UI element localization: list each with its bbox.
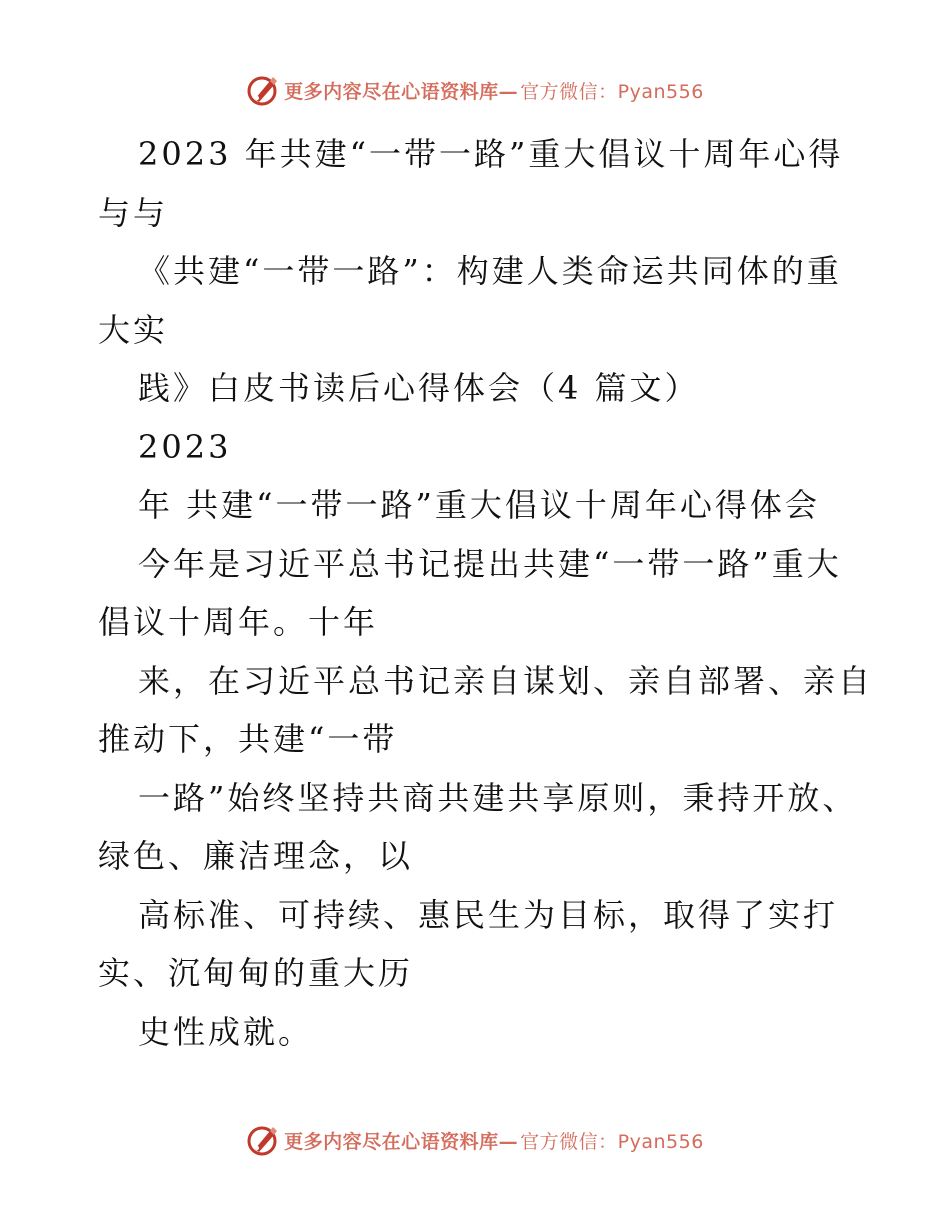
paragraph-line: 高标准、可持续、惠民生为目标，取得了实打: [138, 895, 839, 934]
footer-banner: [0, 1120, 950, 1160]
paragraph-line: 来，在习近平总书记亲自谋划、亲自部署、亲自: [138, 661, 874, 700]
title-line-2: 与与: [98, 193, 169, 232]
subtitle-line-1: 2023: [138, 427, 232, 466]
title-line-4: 大实: [98, 310, 169, 349]
banner-wechat: 官方微信：Pyan556: [520, 80, 704, 103]
banner-text: 更多内容尽在心语资料库—: [284, 80, 519, 103]
banner-text: 更多内容尽在心语资料库—: [284, 1130, 519, 1153]
paragraph-line: 今年是习近平总书记提出共建“一带一路”重大: [138, 544, 842, 583]
subtitle-line-2: 年 共建“一带一路”重大倡议十周年心得体会: [138, 486, 820, 524]
paragraph-line: 史性成就。: [138, 1012, 314, 1051]
title-line-1: 2023 年共建“一带一路”重大倡议十周年心得: [138, 135, 844, 173]
banner-wechat: 官方微信：Pyan556: [520, 1130, 704, 1153]
document-body: [98, 125, 874, 1061]
paragraph-line: 实、沉甸甸的重大历: [98, 954, 414, 992]
title-line-3: 《共建“一带一路”：构建人类命运共同体的重: [138, 252, 842, 290]
pen-logo-icon: [246, 1123, 280, 1157]
paragraph-line: 一路”始终坚持共商共建共享原则，秉持开放、: [138, 778, 858, 817]
paragraph-line: 绿色、廉洁理念，以: [98, 837, 414, 875]
paragraph-line: 倡议十周年。十年: [98, 603, 379, 641]
paragraph-line: 推动下，共建“一带: [98, 720, 398, 758]
header-banner: [0, 70, 950, 110]
title-line-5: 践》白皮书读后心得体会（4 篇文）: [138, 369, 700, 407]
pen-logo-icon: [246, 73, 280, 107]
